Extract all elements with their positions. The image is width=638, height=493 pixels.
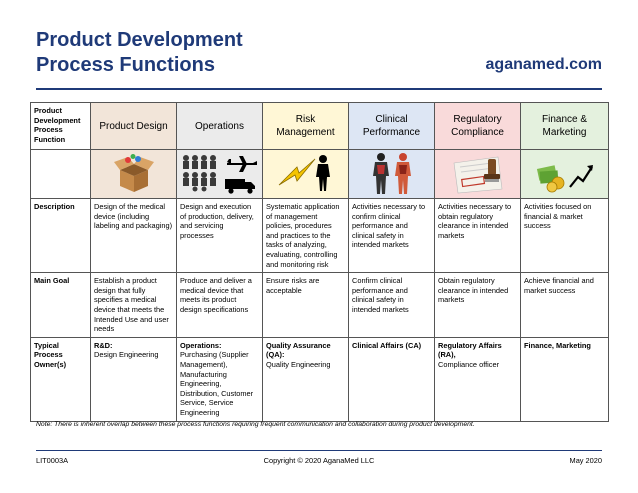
goal-clinical-performance: Confirm clinical performance and clinical safety in intended markets — [349, 273, 435, 338]
footer-copyright: Copyright © 2020 AganaMed LLC — [263, 456, 375, 465]
owner-group: Quality Assurance (QA): — [266, 340, 331, 360]
icon-cell-operations — [177, 150, 263, 199]
col-header-product-design: Product Design — [91, 103, 177, 150]
owner-group: Operations: — [180, 340, 222, 350]
owner-regulatory-compliance — [435, 337, 521, 421]
title-line-1: Product Development — [36, 29, 243, 51]
owner-product-design — [91, 337, 177, 421]
icon-cell-product-design — [91, 150, 177, 199]
header-row — [31, 103, 609, 150]
owner-group: Clinical Affairs (CA) — [352, 340, 422, 350]
col-header-regulatory-compliance: Regulatory Compliance — [435, 103, 521, 150]
description-clinical-performance: Activities necessary to confirm clinical performance and clinical safety in intended markets — [349, 199, 435, 273]
owner-detail: Design Engineering — [94, 350, 159, 360]
money-growth-icon — [534, 153, 596, 195]
footer-date: May 2020 — [569, 456, 602, 465]
owner-operations — [177, 337, 263, 421]
owner-detail: Quality Engineering — [266, 359, 331, 369]
row-label-main-goal: Main Goal — [31, 273, 91, 338]
functions-table — [30, 102, 609, 422]
icon-row-label — [31, 150, 91, 199]
owner-group: R&D: — [94, 340, 113, 350]
footer-doc-id: LIT0003A — [36, 456, 69, 465]
header-divider — [36, 88, 602, 90]
approved-stamp-icon — [448, 153, 508, 195]
owner-group: Finance, Marketing — [524, 340, 591, 350]
goal-regulatory-compliance: Obtain regulatory clearance in intended markets — [435, 273, 521, 338]
col-header-risk-management: Risk Management — [263, 103, 349, 150]
goal-risk-management: Ensure risks are acceptable — [263, 273, 349, 338]
icon-cell-risk-management — [263, 150, 349, 199]
icon-cell-finance-marketing — [521, 150, 609, 199]
human-anatomy-icon — [367, 152, 417, 196]
goal-operations: Produce and deliver a medical device that meets its product design specifications — [177, 273, 263, 338]
description-regulatory-compliance: Activities necessary to obtain regulatory clearance in intended markets — [435, 199, 521, 273]
description-finance-marketing: Activities focused on financial & market success — [521, 199, 609, 273]
row-label-description: Description — [31, 199, 91, 273]
overlap-note: Note: There is inherent overlap between these process functions requiring frequent communication and collaboration during product development. — [36, 421, 475, 428]
footer-divider — [36, 450, 602, 451]
page-title — [36, 28, 243, 78]
description-product-design: Design of the medical device (including labeling and packaging) — [91, 199, 177, 273]
row-label-owners: Typical Process Owner(s) — [31, 337, 91, 421]
owner-risk-management — [263, 337, 349, 421]
icon-row — [31, 150, 609, 199]
col-header-finance-marketing: Finance & Marketing — [521, 103, 609, 150]
description-risk-management: Systematic application of management policies, procedures and practices to the tasks of analyzing, evaluating, controlling and monitoring risk — [263, 199, 349, 273]
icon-cell-clinical-performance — [349, 150, 435, 199]
corner-cell: Product Development Process Function — [31, 103, 91, 150]
goal-product-design: Establish a product design that fully specifies a medical device that meets the Intended Use and user needs — [91, 273, 177, 338]
owner-finance-marketing — [521, 337, 609, 421]
title-line-2: Process Functions — [36, 54, 215, 76]
site-url: aganamed.com — [485, 56, 602, 73]
owner-detail: Compliance officer — [438, 359, 500, 369]
lightning-person-icon — [275, 153, 337, 195]
col-header-clinical-performance: Clinical Performance — [349, 103, 435, 150]
description-row — [31, 199, 609, 273]
open-box-icon — [112, 154, 156, 194]
people-plane-truck-icon — [181, 153, 259, 195]
owner-clinical-performance — [349, 337, 435, 421]
col-header-operations: Operations — [177, 103, 263, 150]
icon-cell-regulatory-compliance — [435, 150, 521, 199]
owner-detail: Purchasing (Supplier Management), Manufacturing Engineering, Distribution, Customer Service, Service Engineering — [180, 350, 254, 417]
description-operations: Design and execution of production, delivery, and servicing processes — [177, 199, 263, 273]
goal-finance-marketing: Achieve financial and market success — [521, 273, 609, 338]
owner-group: Regulatory Affairs (RA), — [438, 340, 502, 360]
main-goal-row — [31, 273, 609, 338]
owners-row — [31, 337, 609, 421]
